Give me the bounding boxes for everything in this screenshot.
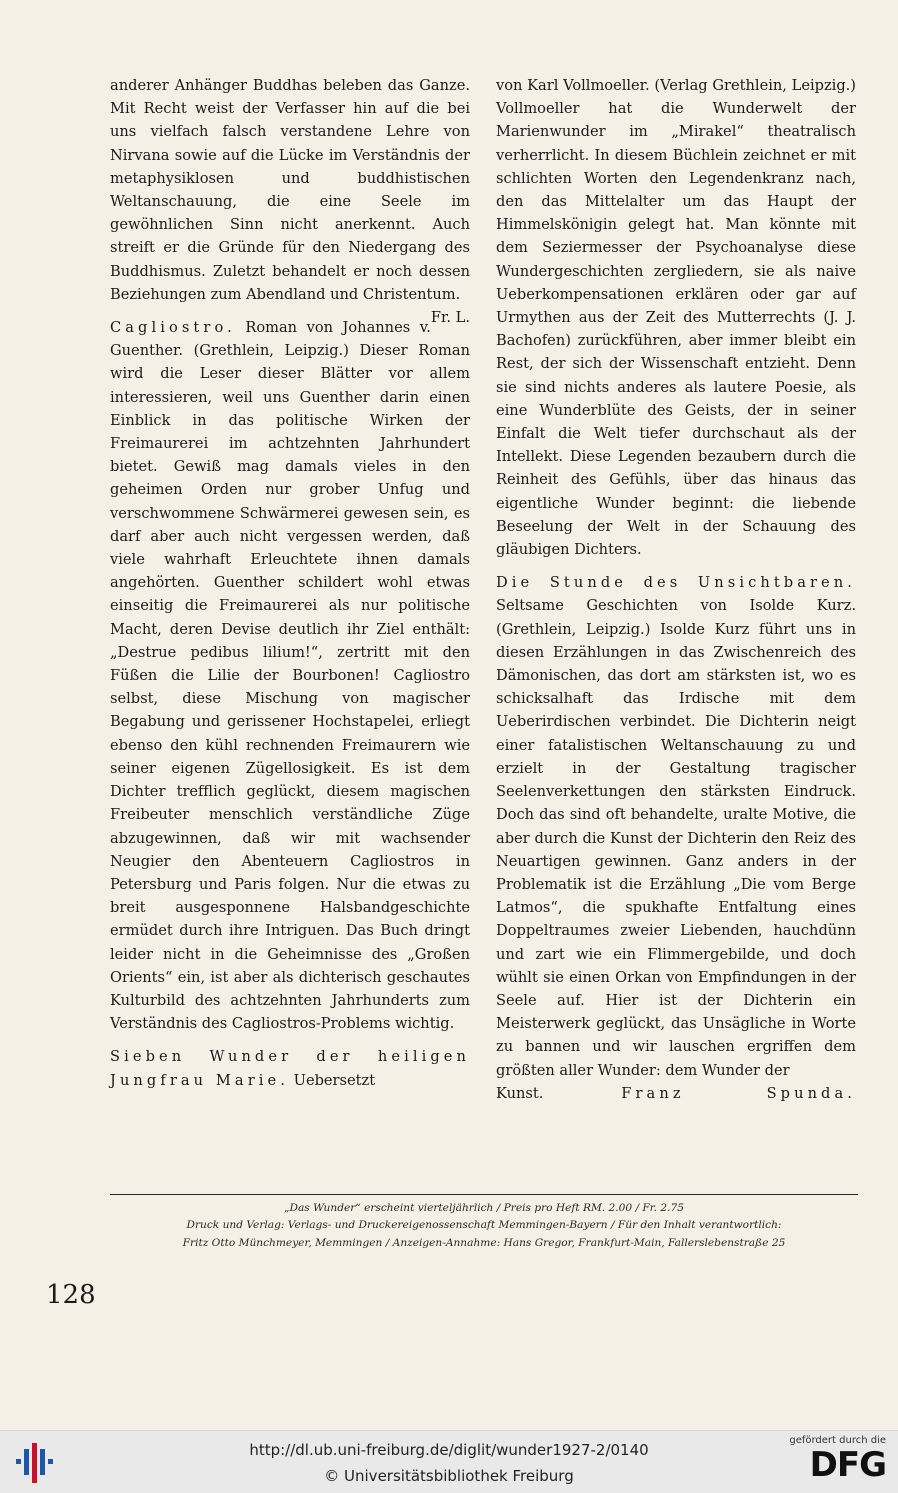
copyright-notice: © Universitätsbibliothek Freiburg — [324, 1467, 574, 1485]
review-stunde-des-unsichtbaren — [496, 571, 856, 1105]
review-signature: Franz Spunda. — [621, 1084, 857, 1102]
review-signature-line — [496, 1082, 856, 1105]
review-title: Cagliostro. — [110, 319, 236, 337]
viewer-footer — [0, 1430, 898, 1493]
review-buddhism-end — [110, 74, 470, 327]
review-title: Sieben Wunder der heiligen Jungfrau Marie. — [110, 1048, 470, 1089]
page-number: 128 — [46, 1280, 96, 1310]
text-column-left — [110, 74, 470, 1092]
colophon-rule — [110, 1194, 858, 1195]
review-text: Roman von Johannes v. Guenther. (Grethlein, Leipzig.) Dieser Roman wird die Leser dieser Blätter vor allem interessieren, weil uns Guenther darin einen Einblick in das politische Wirken der Freimaurerei im achtzehnten Jahrhundert bietet. Gewiß mag damals vieles in den geheimen Orden nur grober Unfug und verschwommene Schwärmerei gewesen sein, es darf aber auch nicht vergessen werden, daß viele wahrhaft Erleuchtete ihnen damals angehörten. Guenther schildert wohl etwas einseitig die Freimaurerei als nur politische Macht, deren Devise deutlich ihr Ziel enthält: „Destrue pedibus lilium!“, zertritt mit den Füßen die Lilie der Bourbonen! Cagliostro selbst, diese Mischung von magischer Begabung und gerissener Hochstapelei, erliegt ebenso den kühl rechnenden Freimaurern wie seiner eigenen Zügellosigkeit. Es ist dem Dichter trefflich geglückt, diesem magischen Freibeuter menschlich verständliche Züge abzugewinnen, daß wir mit wachsender Neugier den Abenteuern Cagliostros in Petersburg und Paris folgen. Nur die etwas zu breit ausgesponnene Halsbandgeschichte ermüdet durch ihre Intriguen. Das Buch dringt leider nicht in die Geheimnisse des „Großen Orients“ ein, ist aber als dichterisch geschautes Kulturbild des achtzehnten Jahrhunderts zum Verständnis des Cagliostros-Problems wichtig. — [110, 319, 470, 1033]
text-column-right — [496, 74, 856, 1105]
review-cagliostro — [110, 316, 470, 1035]
colophon-line: „Das Wunder“ erscheint vierteljährlich / Preis pro Heft RM. 2.00 / Fr. 2.75 — [283, 1202, 684, 1214]
review-last-word: Kunst. — [496, 1084, 544, 1102]
colophon — [108, 1200, 860, 1252]
colophon-line: Druck und Verlag: Verlags- und Druckereigenossenschaft Memmingen-Bayern / Für den Inhalt verantwortlich: — [186, 1219, 782, 1232]
review-sieben-wunder-cont — [496, 74, 856, 561]
dfg-logo-text: DFG — [809, 1445, 886, 1485]
review-text: anderer Anhänger Buddhas beleben das Ganze. Mit Recht weist der Verfasser hin auf die bei uns vielfach falsch verstandene Lehre von Nirvana sowie auf die Lücke im Verständnis der metaphysiklosen und buddhistischen Weltanschauung, die eine Seele im gewöhnlichen Sinn nicht anerkennt. Auch streift er die Gründe für den Niedergang des Buddhismus. Zuletzt behandelt er noch dessen Beziehungen zum Abendland und Christentum. — [110, 77, 470, 303]
colophon-line: Fritz Otto Münchmeyer, Memmingen / Anzeigen-Annahme: Hans Gregor, Frankfurt-Main, Fallerslebenstraße 25 — [182, 1236, 786, 1249]
review-signature: Fr. L. — [430, 309, 470, 327]
review-text: Uebersetzt — [289, 1071, 376, 1089]
review-text: von Karl Vollmoeller. (Verlag Grethlein, Leipzig.) Vollmoeller hat die Wunderwelt der Marienwunder im „Mirakel“ theatralisch verherrlicht. In diesem Büchlein zeichnet er mit schlichten Worten den Legendenkranz nach, den das Mittelalter um das Haupt der Himmelskönigin gelegt hat. Man könnte mit dem Seziermesser der Psychoanalyse diese Wundergeschichten zergliedern, sie als naive Ueberkompensationen erklären oder gar auf Urmythen aus der Zeit des Mutterrechts (J. J. Bachofen) zurückführen, aber immer bleibt ein Rest, der sich der Wissenschaft entzieht. Denn sie sind nichts anderes als lautere Poesie, als eine Wunderblüte des Geists, der in seiner Einfalt die Welt tiefer durchschaut als der Intellekt. Diese Legenden bezaubern durch die Reinheit des Gefühls, über das hinaus das eigentliche Wunder beginnt: die liebende Beseelung der Welt in der Schauung des gläubigen Dichters. — [496, 77, 856, 559]
permalink-url[interactable]: http://dl.ub.uni-freiburg.de/diglit/wunder1927-2/0140 — [249, 1441, 649, 1459]
review-sieben-wunder-start — [110, 1045, 470, 1091]
review-title: Die Stunde des Unsichtbaren. — [496, 574, 856, 592]
review-text: Seltsame Geschichten von Isolde Kurz. (Grethlein, Leipzig.) Isolde Kurz führt uns in diesen Erzählungen in das Zwischenreich des Dämonischen, das dort am stärksten ist, wo es schicksalhaft das Irdische mit dem Ueberirdischen verbindet. Die Dichterin neigt einer fatalistischen Weltanschauung zu und erzielt in der Gestaltung tragischer Seelenverkettungen den stärksten Eindruck. Doch das sind oft behandelte, uralte Motive, die aber durch die Kunst der Dichterin den Reiz des Neuartigen gewinnen. Ganz anders in der Problematik ist die Erzählung „Die vom Berge Latmos“, die spukhafte Entfaltung eines Doppeltraumes zweier Liebenden, hauchdünn und zart wie ein Flimmergebilde, und doch wühlt sie einen Orkan von Empfindungen in der Seele auf. Hier ist der Dichterin ein Meisterwerk geglückt, das Unsägliche in Worte zu bannen und wir lauschen ergriffen dem größten aller Wunder: dem Wunder der — [496, 597, 856, 1079]
dfg-funding-logo — [780, 1435, 886, 1489]
funding-text: gefördert durch die — [789, 1435, 886, 1446]
